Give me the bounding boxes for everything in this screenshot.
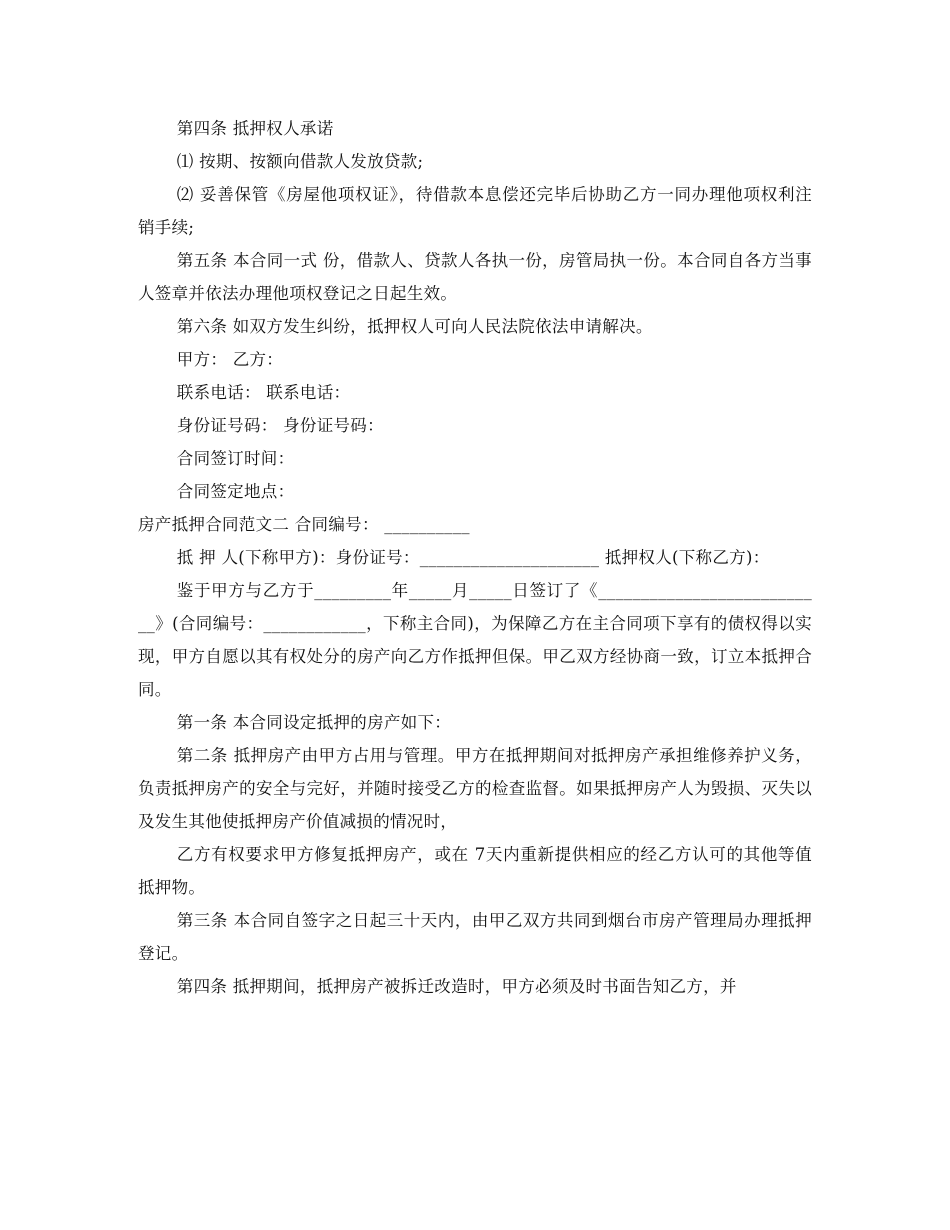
b-article-4: 第四条 抵押期间，抵押房产被拆迁改造时，甲方必须及时书面告知乙方，并 xyxy=(176,977,737,996)
id-number-line: 身份证号码： 身份证号码： xyxy=(176,416,384,435)
b-article-2: 第二条 抵押房产由甲方占用与管理。甲方在抵押期间对抵押房产承担维修养护义务，负责抵押房产的安全与完好，并随时接受乙方的检查监督。如果抵押房产人为毁损、灭失以及发生其他使抵押房产价值减损的情况时， xyxy=(138,746,812,831)
article-6: 第六条 如双方发生纠纷，抵押权人可向人民法院依法申请解决。 xyxy=(176,317,653,336)
document-body xyxy=(138,112,812,1003)
phone-line: 联系电话： 联系电话： xyxy=(176,383,351,402)
article-5: 第五条 本合同一式 份，借款人、贷款人各执一份，房管局执一份。本合同自各方当事人签章并依法办理他项权登记之日起生效。 xyxy=(138,251,812,303)
preamble-paragraph: 鉴于甲方与乙方于_________年_____月_____日签订了《___________________________》(合同编号：____________，下称主合同)，为保障乙方在主合同项下享有的债权得以实现，甲方自愿以其有权处分的房产向乙方作抵押但保。甲乙双方经协商一致，订立本抵押合同。 xyxy=(138,581,812,699)
article-4-heading: 第四条 抵押权人承诺 xyxy=(176,119,334,138)
signing-time-line: 合同签订时间： xyxy=(176,449,295,468)
party-line: 甲方： 乙方： xyxy=(176,350,284,369)
sample-two-title: 房产抵押合同范文二 合同编号： __________ xyxy=(138,515,470,534)
b-article-2-continued: 乙方有权要求甲方修复抵押房产，或在 7天内重新提供相应的经乙方认可的其他等值抵押物。 xyxy=(138,845,812,897)
signing-place-line: 合同签定地点： xyxy=(176,482,295,501)
article-4-item-1: ⑴ 按期、按额向借款人发放贷款; xyxy=(176,152,424,171)
mortgagor-line: 抵 押 人(下称甲方)：身份证号：_____________________ 抵押权人(下称乙方)： xyxy=(176,548,770,567)
b-article-3: 第三条 本合同自签字之日起三十天内，由甲乙双方共同到烟台市房产管理局办理抵押登记。 xyxy=(138,911,812,963)
b-article-1: 第一条 本合同设定抵押的房产如下： xyxy=(176,713,452,732)
article-4-item-2: ⑵ 妥善保管《房屋他项权证》，待借款本息偿还完毕后协助乙方一同办理他项权利注销手续; xyxy=(138,185,812,237)
